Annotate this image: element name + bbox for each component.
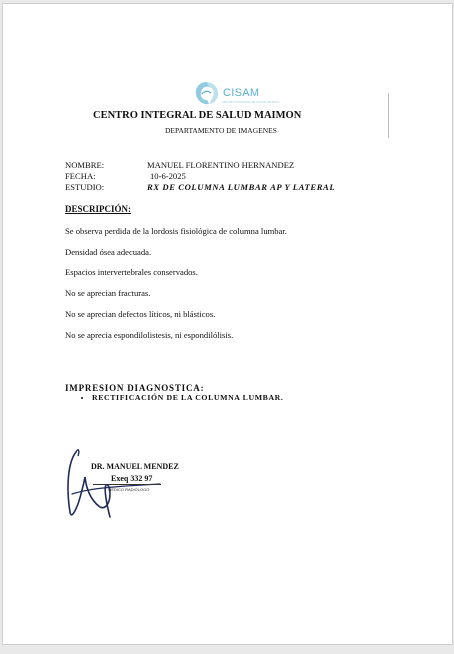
finding-item: No se aprecian defectos líticos, ni blásticos.: [65, 309, 216, 319]
study-value: RX DE COLUMNA LUMBAR AP Y LATERAL: [147, 182, 336, 192]
header-divider: [388, 93, 389, 138]
study-label: ESTUDIO:: [65, 182, 105, 192]
logo-text: CISAM: [223, 87, 260, 99]
doctor-exequatur: Exeq 332 97: [111, 474, 153, 483]
patient-name-label: NOMBRE:: [65, 160, 105, 170]
logo-subtext: CENTRO INTEGRAL DE SALUD MAIMON: [222, 100, 280, 104]
doctor-title: MÉDICO RADIÓLOGO: [108, 487, 150, 492]
impression-item: • RECTIFICACIÓN DE LA COLUMNA LUMBAR.: [92, 393, 283, 402]
finding-item: Espacios intervertebrales conservados.: [65, 267, 198, 277]
date-value: 10-6-2025: [150, 171, 186, 181]
clinic-name: CENTRO INTEGRAL DE SALUD MAIMON: [93, 110, 302, 121]
impression-list: [78, 393, 283, 402]
signature-line: [93, 484, 161, 485]
impression-title: IMPRESION DIAGNOSTICA:: [65, 383, 205, 393]
department-name: DEPARTAMENTO DE IMAGENES: [165, 126, 277, 135]
finding-item: No se aprecian fracturas.: [65, 288, 151, 298]
description-title: DESCRIPCIÓN:: [65, 204, 132, 214]
date-label: FECHA:: [65, 171, 96, 181]
finding-item: Se observa perdida de la lordosis fisiológica de columna lumbar.: [65, 226, 287, 236]
cisam-logo-icon: [193, 80, 221, 106]
patient-name-value: MANUEL FLORENTINO HERNANDEZ: [147, 160, 295, 170]
doctor-name: DR. MANUEL MENDEZ: [91, 462, 179, 471]
finding-item: Densidad ósea adecuada.: [65, 247, 152, 257]
clinic-logo: [193, 80, 280, 106]
finding-item: No se aprecia espondilolistesis, ni espondilólisis.: [65, 330, 234, 340]
